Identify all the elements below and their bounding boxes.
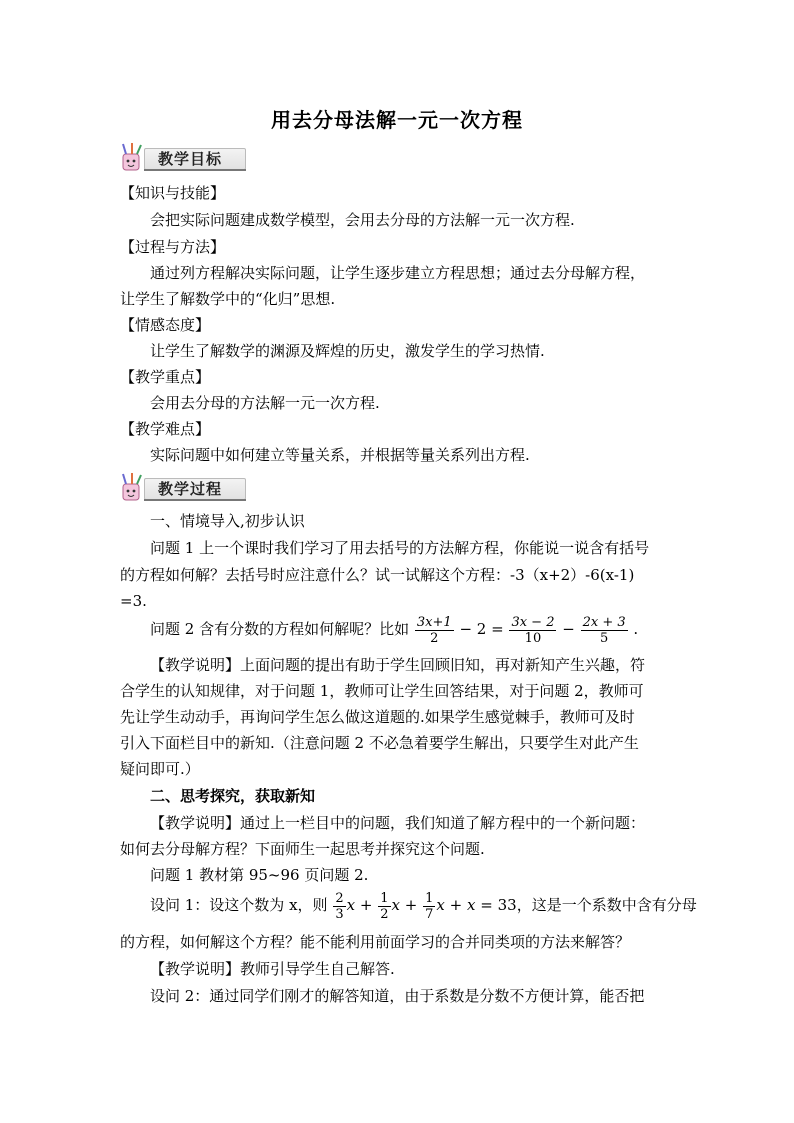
text-line: 【教学说明】上面问题的提出有助于学生回顾旧知，再对新知产生兴趣，符: [150, 656, 646, 674]
text-line: 【情感态度】: [120, 316, 211, 334]
fraction: $\frac{3x+1}{2}$: [416, 614, 452, 646]
text-line: 先让学生动动手，再询问学生怎么做这道题的.如果学生感觉棘手，教师可及时: [120, 708, 635, 726]
section-header-objectives: [118, 142, 278, 172]
section-header-label: 教学目标: [158, 150, 223, 168]
text-line: 通过列方程解决实际问题，让学生逐步建立方程思想；通过去分母解方程，: [150, 264, 646, 282]
text-line: 一、情境导入,初步认识: [150, 512, 305, 530]
section-header-process: [118, 472, 278, 502]
text-line: 引入下面栏目中的新知.（注意问题 2 不必急着要学生解出，只要学生对此产生: [120, 734, 639, 752]
text-line: 【教学说明】通过上一栏目中的问题，我们知道了解方程中的一个新问题：: [150, 814, 646, 832]
text-line: 合学生的认知规律，对于问题 1，教师可让学生回答结果，对于问题 2，教师可: [120, 682, 644, 700]
text-line: 问题 1 教材第 95~96 页问题 2.: [150, 866, 369, 884]
equation-line: 问题 2 含有分数的方程如何解呢？比如 $\frac{3x+1}{2}$ − 2 = $\frac{3x - 2}{10}$ − $\frac{2x + 3}{5}$ .: [150, 614, 639, 646]
text-line: 实际问题中如何建立等量关系，并根据等量关系列出方程.: [150, 446, 530, 464]
fraction: $\frac{2}{3}$: [335, 890, 344, 922]
text-line: 设问 2：通过同学们刚才的解答知道，由于系数是分数不方便计算，能否把: [150, 987, 645, 1005]
text-line: 【教学难点】: [120, 420, 211, 438]
text-line: 【教学说明】教师引导学生自己解答.: [150, 960, 395, 978]
fraction: $\frac{1}{7}$: [425, 890, 434, 922]
fraction: $\frac{1}{2}$: [380, 890, 389, 922]
text-line: 【教学重点】: [120, 368, 211, 386]
text-line: 问题 1 上一个课时我们学习了用去括号的方法解方程，你能说一说含有括号: [150, 539, 650, 557]
text-line: 会把实际问题建成数学模型，会用去分母的方法解一元一次方程.: [150, 211, 575, 229]
subheading: 二、思考探究，获取新知: [150, 787, 316, 805]
fraction: $\frac{3x - 2}{10}$: [511, 614, 555, 646]
text-line: 【过程与方法】: [120, 238, 226, 256]
text-line: 让学生了解数学中的“化归”思想.: [120, 290, 336, 308]
text-line: 让学生了解数学的渊源及辉煌的历史，激发学生的学习热情.: [150, 342, 545, 360]
text-line: 【知识与技能】: [120, 184, 226, 202]
equation-line: 设问 1：设这个数为 x，则 $\frac{2}{3}$ x + $\frac{1}{2}$ x + $\frac{1}{7}$ x + x = 33，这是一个系数中含有分母: [150, 890, 697, 922]
text-line: 会用去分母的方法解一元一次方程.: [150, 394, 380, 412]
text-line: 的方程，如何解这个方程？能不能利用前面学习的合并同类项的方法来解答？: [120, 933, 631, 951]
text-line: 的方程如何解？去括号时应注意什么？试一试解这个方程：-3（x+2）-6(x-1): [120, 566, 635, 584]
text-line: 疑问即可.）: [120, 760, 200, 778]
text-line: =3.: [120, 592, 147, 610]
fraction: $\frac{2x + 3}{5}$: [582, 614, 626, 646]
text-line: 如何去分母解方程？下面师生一起思考并探究这个问题.: [120, 840, 485, 858]
page-title: 用去分母法解一元一次方程: [271, 108, 523, 132]
section-header-label: 教学过程: [158, 480, 223, 498]
